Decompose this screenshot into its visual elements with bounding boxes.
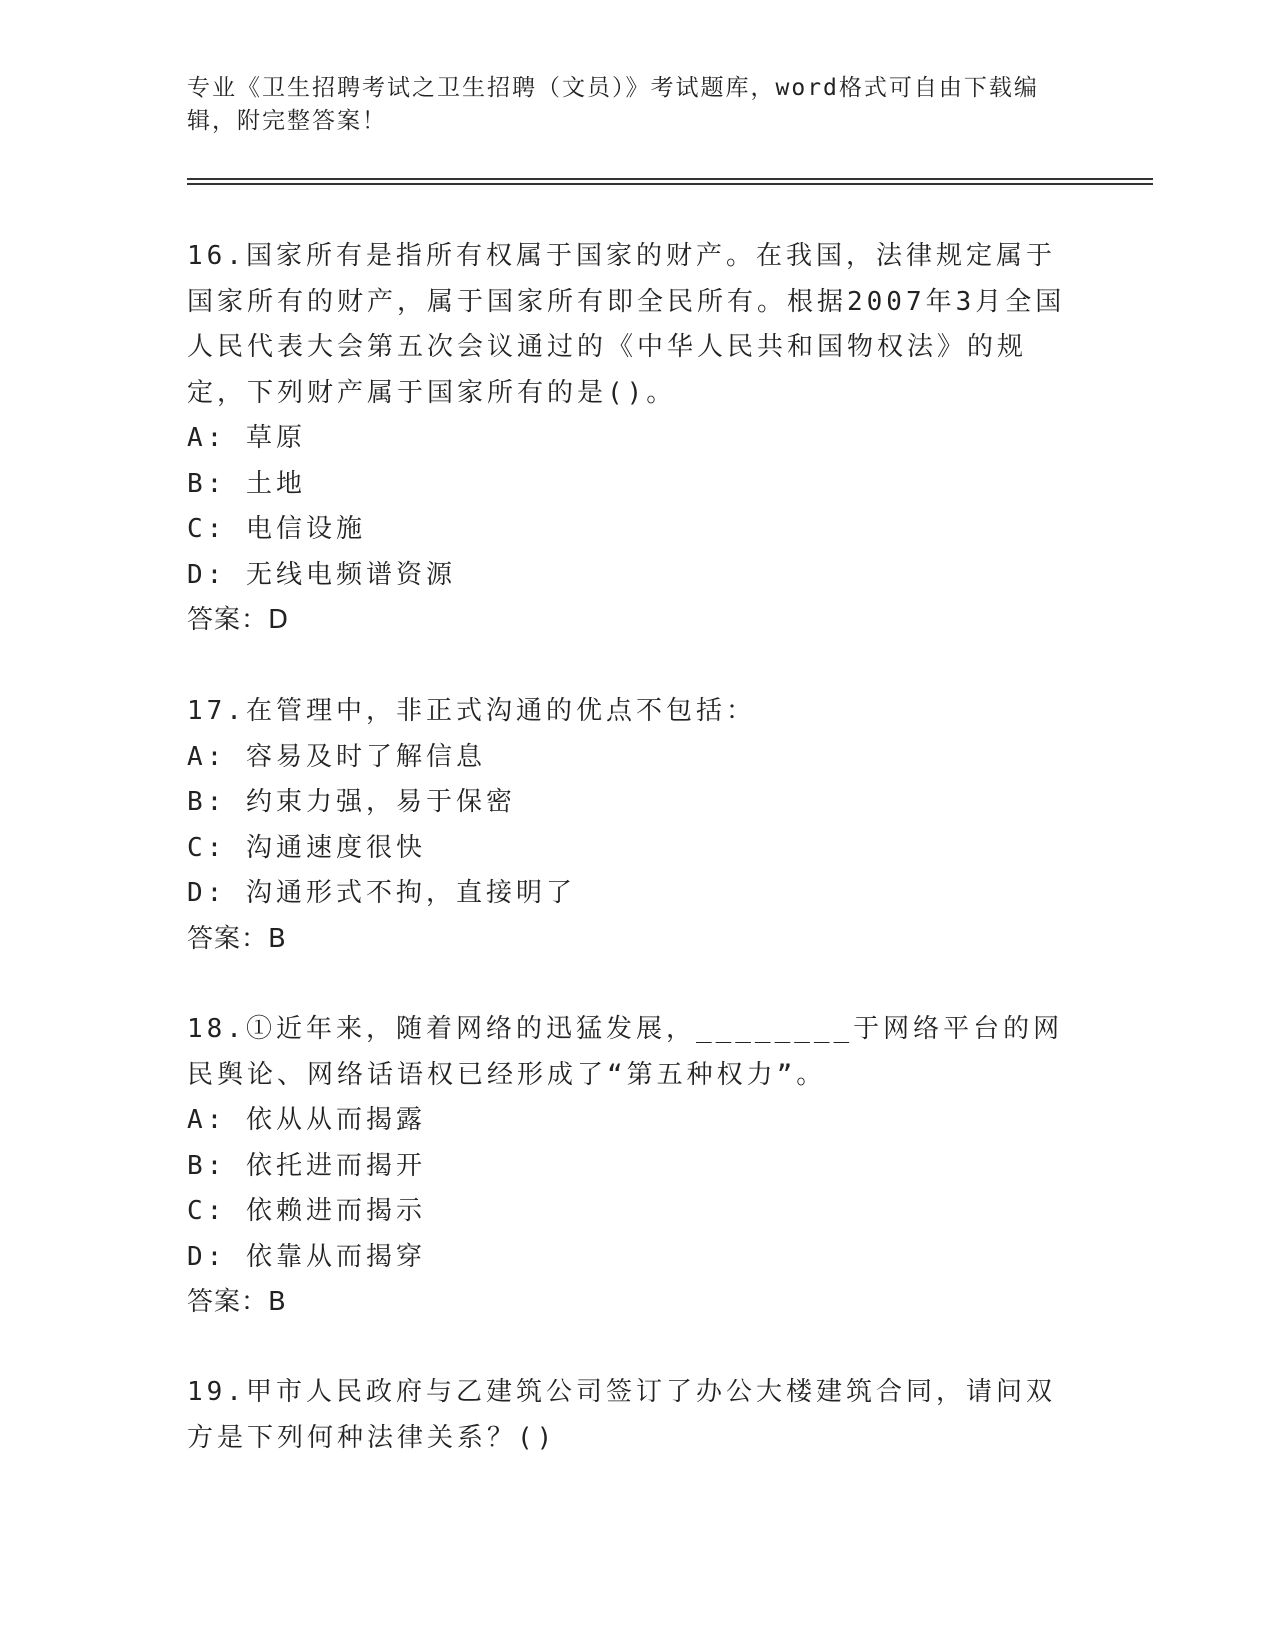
- option-d: D: 沟通形式不拘，直接明了: [187, 878, 576, 908]
- header-divider-bottom: [187, 183, 1153, 185]
- option-b: B: 约束力强，易于保密: [187, 787, 516, 817]
- header-divider-top: [187, 178, 1153, 180]
- question-18: [187, 1007, 1067, 1326]
- option-a: A: 依从从而揭露: [187, 1105, 426, 1135]
- option-a: A: 容易及时了解信息: [187, 741, 486, 772]
- question-16: [187, 234, 1067, 644]
- document-header: 专业《卫生招聘考试之卫生招聘（文员）》考试题库，word格式可自由下载编辑，附完整答案！: [187, 75, 1039, 134]
- question-stem: 19.甲市人民政府与乙建筑公司签订了办公大楼建筑合同，请问双方是下列何种法律关系？(): [187, 1377, 1056, 1453]
- option-c: C: 沟通速度很快: [187, 832, 426, 863]
- option-a: A: 草原: [187, 423, 306, 453]
- question-17: [187, 689, 1067, 962]
- option-d: D: 无线电频谱资源: [187, 559, 456, 590]
- question-stem: 17.在管理中，非正式沟通的优点不包括：: [187, 696, 756, 726]
- answer: 答案：D: [187, 605, 290, 635]
- question-stem: 18.①近年来，随着网络的迅猛发展，________于网络平台的网民舆论、网络话语权已经形成了“第五种权力”。: [187, 1014, 1064, 1090]
- option-b: B: 土地: [187, 468, 306, 499]
- question-19: [187, 1370, 1067, 1461]
- question-stem: 16.国家所有是指所有权属于国家的财产。在我国，法律规定属于国家所有的财产，属于国家所有即全民所有。根据2007年3月全国人民代表大会第五次会议通过的《中华人民共和国物权法》的规定，下列财产属于国家所有的是()。: [187, 241, 1066, 408]
- answer: 答案：B: [187, 1287, 287, 1317]
- option-c: C: 依赖进而揭示: [187, 1196, 426, 1226]
- option-d: D: 依靠从而揭穿: [187, 1241, 426, 1272]
- answer: 答案：B: [187, 923, 287, 954]
- option-b: B: 依托进而揭开: [187, 1150, 426, 1181]
- option-c: C: 电信设施: [187, 514, 366, 544]
